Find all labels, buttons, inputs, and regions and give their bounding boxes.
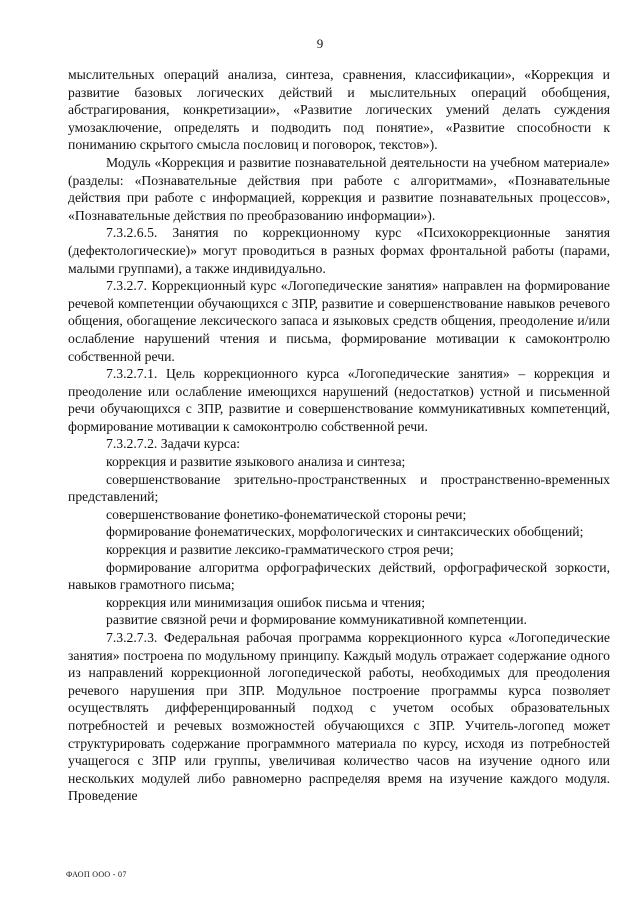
paragraph: 7.3.2.7.3. Федеральная рабочая программа коррекционного курса «Логопедические занятия» построена по модульному принципу. Каждый модуль отражает содержание одного из направлений коррекционной логопедической работы, необходимых для преодоления речевого нарушения при ЗПР. Модульное построение программы курса позволяет осуществлять дифференцированный подход с учетом особых образовательных потребностей и речевых возможностей обучающихся с ЗПР. Учитель-логопед может структурировать содержание программного материала по курсу, исходя из потребностей учащегося с ЗПР или группы, увеличивая количество часов на изучение одного или нескольких модулей либо равномерно распределяя время на изучение каждого модуля. Проведение: [68, 630, 610, 804]
paragraph: 7.3.2.7.2. Задачи курса:: [106, 436, 241, 452]
paragraph: мыслительных операций анализа, синтеза, сравнения, классификации», «Коррекция и развитие базовых логических действий и мыслительных операций обобщения, абстрагирования, конкретизации», «Развитие логических умений делать суждения умозаключение, определять и подводить под понятие», «Развитие способности к пониманию скрытого смысла пословиц и поговорок, текстов»).: [68, 67, 610, 153]
paragraph: 7.3.2.7. Коррекционный курс «Логопедические занятия» направлен на формирование речевой компетенции обучающихся с ЗПР, развитие и совершенствование навыков речевого общения, обогащение лексического запаса и языковых средств общения, преодоление и/или ослабление нарушений чтения и письма, формирование мотивации к самоконтролю собственной речи.: [68, 278, 610, 364]
paragraph: совершенствование фонетико-фонематической стороны речи;: [106, 506, 467, 522]
paragraph: совершенствование зрительно-пространственных и пространственно-временных представлений;: [68, 471, 610, 505]
paragraph: 7.3.2.7.1. Цель коррекционного курса «Логопедические занятия» – коррекция и преодоление или ослабление имеющихся нарушений (недостатков) устной и письменной речи обучающихся с ЗПР, развитие и совершенствование коммуникативных компетенций, формирование мотивации к самоконтролю собственной речи.: [68, 366, 610, 434]
paragraph: развитие связной речи и формирование коммуникативной компетенции.: [106, 612, 527, 628]
paragraph: 7.3.2.6.5. Занятия по коррекционному курс «Психокоррекционные занятия (дефектологические)» могут проводиться в разных формах фронтальной работы (парами, малыми группами), а также индивидуально.: [68, 225, 610, 276]
page-number: 9: [316, 36, 324, 51]
document-body: [68, 66, 610, 805]
paragraph: коррекция и развитие лексико-грамматического строя речи;: [106, 542, 454, 558]
paragraph: формирование алгоритма орфографических действий, орфографической зоркости, навыков грамотного письма;: [68, 559, 610, 593]
paragraph: коррекция и развитие языкового анализа и синтеза;: [106, 454, 406, 470]
paragraph: коррекция или минимизация ошибок письма и чтения;: [106, 594, 426, 610]
paragraph: Модуль «Коррекция и развитие познавательной деятельности на учебном материале» (разделы: «Познавательные действия при работе с алгоритмами», «Познавательные действия при работе с информацией, коррекция и развитие познавательных процессов», «Познавательные действия по преобразованию информации»).: [68, 154, 610, 223]
paragraph: формирование фонематических, морфологических и синтаксических обобщений;: [106, 524, 584, 540]
footer-code: ФАОП ООО - 07: [66, 870, 127, 879]
